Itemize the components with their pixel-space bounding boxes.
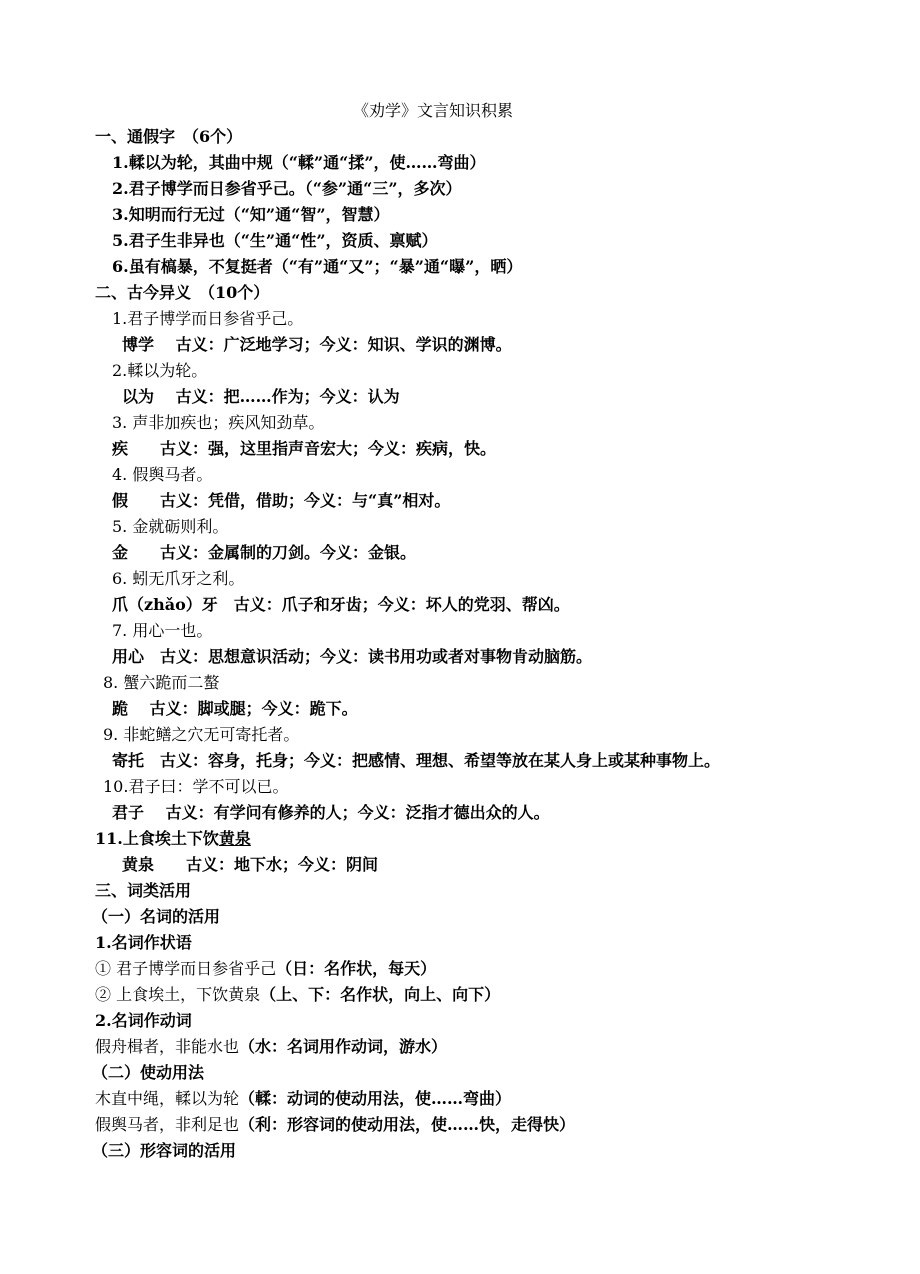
sentence-text: 11.上食埃土下饮 bbox=[95, 829, 219, 848]
list-item bbox=[95, 958, 436, 980]
word-explanation: 用心 古义：思想意识活动；今义：读书用功或者对事物肯动脑筋。 bbox=[112, 647, 593, 666]
section-heading-gujinyiyi: 二、古今异义 （10个） bbox=[95, 283, 270, 302]
example-sentence: 5. 金就砺则利。 bbox=[112, 517, 229, 536]
word-explanation: 寄托 古义：容身，托身；今义：把感情、理想、希望等放在某人身上或某种事物上。 bbox=[112, 751, 721, 770]
word-explanation: 跪 古义：脚或腿；今义：跪下。 bbox=[112, 699, 358, 718]
list-item: 3.知明而行无过（“知”通“智”，智慧） bbox=[112, 205, 390, 224]
word-explanation: 爪（zhǎo）牙 古义：爪子和牙齿；今义：坏人的党羽、帮凶。 bbox=[112, 595, 570, 614]
word-explanation: 金 古义：金属制的刀剑。今义：金银。 bbox=[112, 543, 417, 562]
example-sentence: 9. 非蛇鳝之穴无可寄托者。 bbox=[103, 725, 300, 744]
subsection-heading: （一）名词的活用 bbox=[92, 907, 221, 926]
subsection-heading: （二）使动用法 bbox=[92, 1063, 205, 1082]
underlined-word: 黄泉 bbox=[218, 829, 251, 848]
example-sentence: 8. 蟹六跪而二螯 bbox=[103, 673, 220, 692]
list-item bbox=[95, 1088, 511, 1110]
sentence-text: ② 上食埃土，下饮黄泉 bbox=[95, 985, 261, 1004]
section-heading-tongjiazi: 一、通假字 （6个） bbox=[95, 127, 243, 146]
list-item: 1.輮以为轮，其曲中规（“輮”通“揉”，使……弯曲） bbox=[112, 153, 486, 172]
word-explanation: 以为 古义：把……作为；今义：认为 bbox=[122, 387, 400, 406]
list-item: 6.虽有槁暴，不复挺者（“有”通“又”；“暴”通“曝”，晒） bbox=[112, 257, 523, 276]
annotation-note: （輮：动词的使动用法，使……弯曲） bbox=[239, 1089, 512, 1108]
list-item bbox=[95, 984, 500, 1006]
subsection-heading: 2.名词作动词 bbox=[95, 1011, 192, 1030]
example-sentence-11 bbox=[95, 828, 251, 850]
word-explanation: 假 古义：凭借，借助；今义：与“真”相对。 bbox=[112, 491, 451, 510]
sentence-text: 假舟楫者，非能水也 bbox=[95, 1037, 240, 1056]
annotation-note: （日：名作状，每天） bbox=[276, 959, 437, 978]
list-item bbox=[95, 1036, 447, 1058]
word-explanation: 黄泉 古义：地下水；今义：阴间 bbox=[122, 855, 379, 874]
word-explanation: 博学 古义：广泛地学习；今义：知识、学识的渊博。 bbox=[122, 335, 512, 354]
subsection-heading: 1.名词作状语 bbox=[95, 933, 192, 952]
list-item: 2.君子博学而日参省乎己。（“参”通“三”，多次） bbox=[112, 179, 462, 198]
example-sentence: 2.輮以为轮。 bbox=[112, 361, 208, 380]
example-sentence: 6. 蚓无爪牙之利。 bbox=[112, 569, 245, 588]
example-sentence: 4. 假舆马者。 bbox=[112, 465, 213, 484]
sentence-text: 木直中绳，輮以为轮 bbox=[95, 1089, 240, 1108]
example-sentence: 7. 用心一也。 bbox=[112, 621, 213, 640]
section-heading-cileihuoyong: 三、词类活用 bbox=[95, 881, 192, 900]
example-sentence: 1.君子博学而日参省乎己。 bbox=[112, 309, 304, 328]
document-title: 《劝学》文言知识积累 bbox=[353, 101, 514, 120]
subsection-heading: （三）形容词的活用 bbox=[92, 1141, 237, 1160]
sentence-text: ① 君子博学而日参省乎己 bbox=[95, 959, 277, 978]
word-explanation: 君子 古义：有学问有修养的人；今义：泛指才德出众的人。 bbox=[112, 803, 550, 822]
list-item: 5.君子生非异也（“生”通“性”，资质、禀赋） bbox=[112, 231, 438, 250]
word-explanation: 疾 古义：强，这里指声音宏大；今义：疾病，快。 bbox=[112, 439, 497, 458]
annotation-note: （水：名词用作动词，游水） bbox=[239, 1037, 448, 1056]
annotation-note: （上、下：名作状，向上、向下） bbox=[260, 985, 501, 1004]
annotation-note: （利：形容词的使动用法，使……快，走得快） bbox=[239, 1115, 576, 1134]
example-sentence: 10.君子曰：学不可以已。 bbox=[103, 777, 289, 796]
list-item bbox=[95, 1114, 575, 1136]
example-sentence: 3. 声非加疾也；疾风知劲草。 bbox=[112, 413, 325, 432]
sentence-text: 假舆马者，非利足也 bbox=[95, 1115, 240, 1134]
